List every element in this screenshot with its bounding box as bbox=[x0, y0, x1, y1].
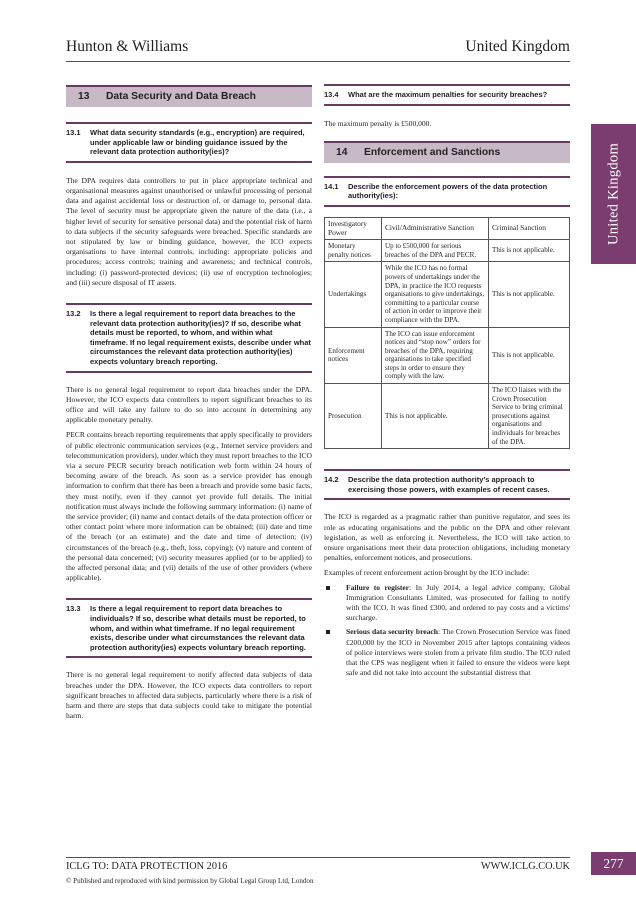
table-row bbox=[325, 240, 570, 262]
header-firm: Hunton & Williams bbox=[66, 38, 189, 55]
table-cell: This is not applicable. bbox=[489, 327, 570, 384]
answer-13-2-para1: There is no general legal requirement to report data breaches under the DPA. However, the ICO expects data controllers to report significant breaches to its office and will take any failure to do so into account in determining any applicable monetary penalty. bbox=[66, 384, 312, 425]
list-item bbox=[324, 627, 570, 678]
table-cell: The ICO can issue enforcement notices and “stop now” orders for breaches of the DPA, requiring organisations to take specified steps in order to ensure they comply with the law. bbox=[382, 327, 489, 384]
question-13-2 bbox=[66, 303, 312, 373]
table-cell: While the ICO has no formal powers of undertakings under the DPA, in practice the ICO requests organisations to give undertakings, committing to a particular course of action in order to improve their compliance with the DPA. bbox=[382, 262, 489, 327]
question-13-1 bbox=[66, 122, 312, 163]
table-cell: This is not applicable. bbox=[489, 240, 570, 262]
section-14-heading bbox=[324, 141, 570, 163]
question-text: What are the maximum penalties for security breaches? bbox=[348, 90, 548, 99]
question-number: 14.2 bbox=[324, 475, 339, 485]
question-text: Is there a legal requirement to report data breaches to the relevant data protection authority(ies)? If so, describe what details must be reported, to whom, and within what timeframe. If no legal requirement exists, describe under what circumstances the relevant data protection authority(ies) expects voluntary breach reporting. bbox=[90, 309, 311, 366]
side-tab bbox=[591, 124, 636, 264]
section-number: 14 bbox=[336, 146, 348, 158]
section-number: 13 bbox=[78, 91, 90, 102]
table-cell: Enforcement notices bbox=[325, 327, 382, 384]
question-number: 13.1 bbox=[66, 128, 81, 137]
answer-13-1: The DPA requires data controllers to put in place appropriate technical and organisational measures against unauthorised or unlawful processing of personal data and against accidental loss or destruction of, or damage to, personal data. The level of security must be appropriate given the nature of the data (i.e., a higher level of security for sensitive personal data) and the potential risk of harm to data subjects if the security safeguards were breached. Specific standards are not stipulated by law or binding guidance, however, the ICO expects organisations to have internal controls, including: appropriate policies and procedures; access controls; training and awareness; and technical controls, including: (i) password-protected devices; (ii) use of encryption technologies; and (iii) secure disposal of IT assets. bbox=[66, 175, 312, 287]
question-14-2 bbox=[324, 469, 570, 500]
question-number: 13.4 bbox=[324, 90, 339, 99]
question-number: 13.2 bbox=[66, 309, 81, 319]
question-text: What data security standards (e.g., encryption) are required, under applicable law or binding guidance issued by the relevant data protection authority(ies)? bbox=[90, 128, 305, 157]
question-13-3 bbox=[66, 598, 312, 658]
header-rule bbox=[66, 61, 570, 62]
question-text: Describe the data protection authority's approach to exercising those powers, with examples of recent cases. bbox=[348, 475, 550, 494]
question-text: Is there a legal requirement to report data breaches to individuals? If so, describe what details must be reported, to whom, and within what timeframe. If no legal requirement exists, describe under what circumstances the relevant data protection authority(ies) expects voluntary breach reporting. bbox=[90, 604, 306, 652]
enforcement-powers-table bbox=[324, 217, 570, 449]
table-cell: Prosecution bbox=[325, 384, 382, 449]
table-cell: This is not applicable. bbox=[489, 262, 570, 327]
side-tab-label: United Kingdom bbox=[605, 142, 621, 246]
table-header-cell: Civil/Administrative Sanction bbox=[382, 217, 489, 239]
footer-website: WWW.ICLG.CO.UK bbox=[480, 861, 570, 872]
table-cell: Monetary penalty notices bbox=[325, 240, 382, 262]
table-cell: The ICO liaises with the Crown Prosecution Service to bring criminal prosecutions against organisations and individuals for breaches of the DPA. bbox=[489, 384, 570, 449]
footer-copyright: © Published and reproduced with kind permission by Global Legal Group Ltd, London bbox=[66, 877, 314, 885]
table-row bbox=[325, 384, 570, 449]
bullet-text: : The Crown Prosecution Service was fined £200,000 by the ICO in November 2015 after laptops containing videos of police interviews were stolen from a private film studio. The ICO ruled that the CPS was negligent when it failed to ensure the videos were kept safe and did not take into account the substantial distress that bbox=[346, 627, 570, 678]
question-number: 13.3 bbox=[66, 604, 81, 614]
bullet-lead: Failure to register bbox=[346, 582, 410, 592]
question-13-4 bbox=[324, 84, 570, 106]
question-14-1 bbox=[324, 176, 570, 207]
bullet-lead: Serious data security breach bbox=[346, 627, 438, 637]
page-number: 277 bbox=[591, 852, 636, 875]
table-header-row bbox=[325, 217, 570, 239]
question-text: Describe the enforcement powers of the data protection authority(ies): bbox=[348, 181, 548, 201]
bullet-text: : In July 2014, a legal advice company, Global Immigration Consultants Limited, was prosecuted for failing to notify with the ICO. It was fined £300, and ordered to pay costs and a victims' surcharge. bbox=[346, 582, 570, 623]
answer-13-4: The maximum penalty is £500,000. bbox=[324, 118, 432, 128]
answer-13-2-para2: PECR contains breach reporting requirements that apply specifically to providers of public electronic communication services (e.g., Internet service providers and telecommunication providers), under which they must report breaches to the ICO via a secure PECR security breach notification web form within 24 hours of becoming aware of the breach. As soon as a service provider has enough information to confirm that there has been a breach and provide some basic facts, they must notify, even if they cannot yet provide full details. The initial notification must always include the following summary information: (i) name of the service provider; (ii) name and contact details of the data protection officer or other contact point where more information can be obtained; (iii) date and time of the breach (or an estimate) and the date and time of detection; (iv) circumstances of the breach (e.g., theft, loss, copying); (v) nature and content of the personal data concerned; (vi) security measures applied (or to be applied) to the affected personal data; and (vii) details of the use of other providers (where applicable). bbox=[66, 430, 312, 583]
table-header-cell: Criminal Sanction bbox=[489, 217, 570, 239]
left-column bbox=[66, 80, 312, 721]
footer-rule bbox=[66, 857, 570, 858]
question-number: 14.1 bbox=[324, 181, 339, 191]
right-column bbox=[324, 84, 570, 678]
table-cell: Up to £500,000 for serious breaches of the DPA and PECR. bbox=[382, 240, 489, 262]
table-row bbox=[325, 262, 570, 327]
table-cell: Undertakings bbox=[325, 262, 382, 327]
section-title: Enforcement and Sanctions bbox=[364, 146, 501, 158]
answer-14-2-para1: The ICO is regarded as a pragmatic rather than punitive regulator, and sees its role as educating organisations and the public on the DPA and other relevant legislation, as well as enforcing it. Nevertheless, the ICO will take action to ensure organisations meet their data protection obligations, including monetary penalties, enforcement notices, and prosecutions. bbox=[324, 512, 570, 563]
section-13-heading bbox=[66, 85, 312, 107]
bullet-icon bbox=[326, 586, 330, 590]
table-header-cell: Investigatory Power bbox=[325, 217, 382, 239]
table-row bbox=[325, 327, 570, 384]
header-country: United Kingdom bbox=[465, 38, 570, 55]
answer-14-2-para2: Examples of recent enforcement action brought by the ICO include: bbox=[324, 568, 530, 578]
section-title: Data Security and Data Breach bbox=[106, 91, 256, 102]
bullet-icon bbox=[326, 630, 330, 634]
answer-13-3: There is no general legal requirement to notify affected data subjects of data breaches under the DPA. However, the ICO expects data controllers to report significant breaches to affected data subjects, particularly where there is a risk of harm and there are steps that data subjects could take to mitigate the potential harm. bbox=[66, 670, 312, 721]
list-item bbox=[324, 583, 570, 624]
footer-publication: ICLG TO: DATA PROTECTION 2016 bbox=[66, 861, 228, 872]
table-cell: This is not applicable. bbox=[382, 384, 489, 449]
